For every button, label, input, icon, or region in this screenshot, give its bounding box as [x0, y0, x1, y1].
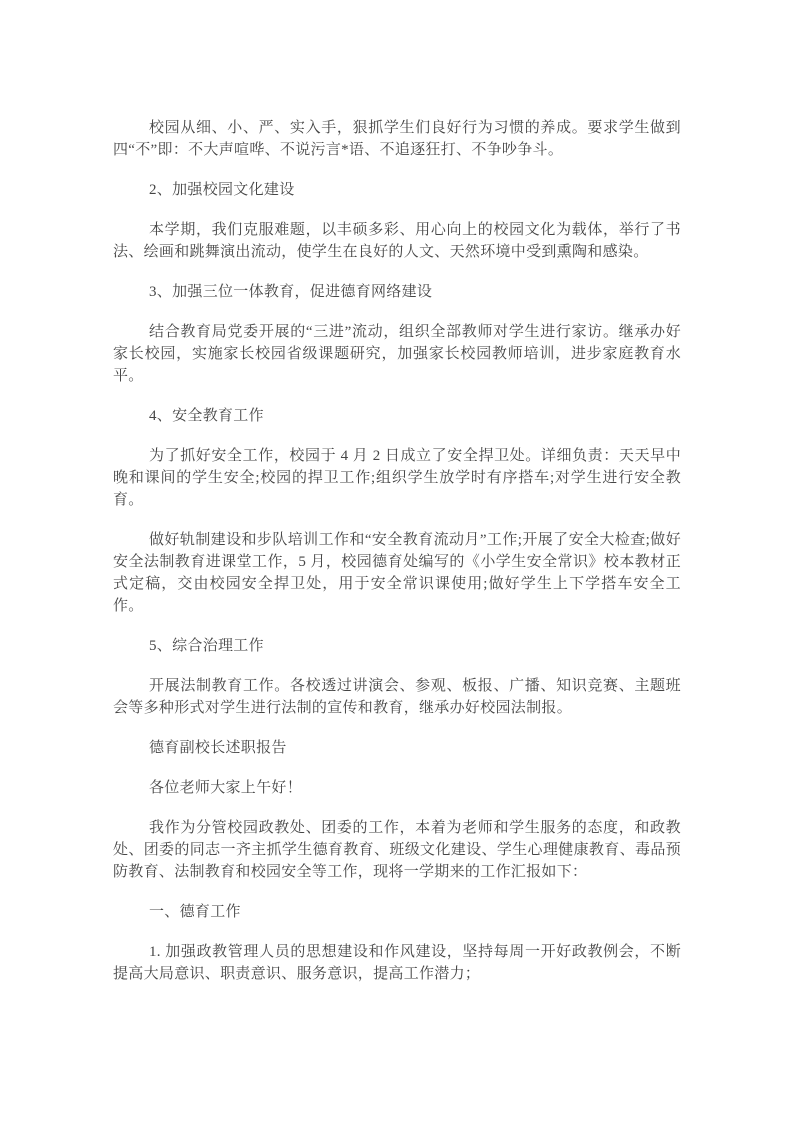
section-heading-trinity-education: 3、加强三位一体教育，促进德育网络建设 — [149, 284, 433, 300]
paragraph-trinity-education: 结合教育局党委开展的“三进”流动，组织全部教师对学生进行家访。继承办好家长校园，实施家长校园省级课题研究，加强家长校园教师培训，进步家庭教育水平。 — [113, 324, 681, 384]
paragraph-behavior-habits: 校园从细、小、严、实入手，狠抓学生们良好行为习惯的养成。要求学生做到四“不”即：不大声喧哗、不说污言*语、不追逐狂打、不争吵争斗。 — [113, 120, 681, 158]
paragraph-safety-office: 为了抓好安全工作，校园于 4 月 2 日成立了安全捍卫处。详细负责：天天早中晚和课间的学生安全;校园的捍卫工作;组织学生放学时有序搭车;对学生进行安全教育。 — [113, 448, 681, 508]
paragraph-report-title: 德育副校长述职报告 — [149, 740, 287, 756]
paragraph-campus-culture: 本学期，我们克服难题，以丰硕多彩、用心向上的校园文化为载体，举行了书法、绘画和跳舞演出流动，使学生在良好的人文、天然环境中受到熏陶和感染。 — [113, 222, 681, 260]
paragraph-ideology-building: 1. 加强政教管理人员的思想建设和作风建设，坚持每周一开好政教例会，不断提高大局意识、职责意识、服务意识，提高工作潜力； — [113, 944, 681, 982]
paragraph-legal-education: 开展法制教育工作。各校透过讲演会、参观、板报、广播、知识竞赛、主题班会等多种形式对学生进行法制的宣传和教育，继承办好校园法制报。 — [113, 678, 681, 716]
paragraph-greeting: 各位老师大家上午好！ — [149, 780, 303, 796]
section-heading-campus-culture: 2、加强校园文化建设 — [149, 182, 295, 198]
section-heading-moral-education: 一、德育工作 — [149, 904, 241, 920]
paragraph-role-summary: 我作为分管校园政教处、团委的工作，本着为老师和学生服务的态度，和政教处、团委的同志一齐主抓学生德育教育、班级文化建设、学生心理健康教育、毒品预防教育、法制教育和校园安全等工作，现将一学期来的工作汇报如下： — [113, 820, 681, 880]
paragraph-safety-measures: 做好轨制建设和步队培训工作和“安全教育流动月”工作;开展了安全大检查;做好安全法制教育进课堂工作，5 月，校园德育处编写的《小学生安全常识》校本教材正式定稿，交由校园安全捍卫处，用于安全常识课使用;做好学生上下学搭车安全工作。 — [113, 532, 681, 614]
document-body — [113, 117, 681, 985]
section-heading-comprehensive-governance: 5、综合治理工作 — [149, 638, 264, 654]
section-heading-safety-education: 4、安全教育工作 — [149, 408, 264, 424]
